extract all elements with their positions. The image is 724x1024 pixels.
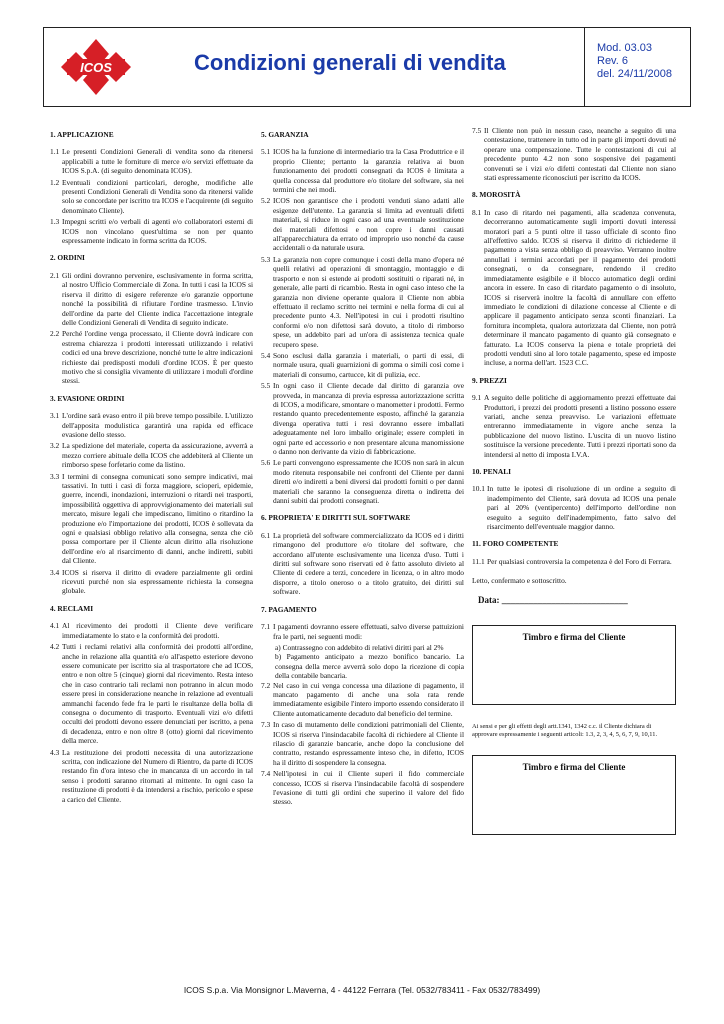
- item-number: 5.4: [261, 350, 271, 360]
- list-item: [261, 351, 464, 379]
- item-number: 2.2: [50, 329, 60, 339]
- list-item: [50, 147, 253, 175]
- item-text: Impegni scritti e/o verbali di agenti e/o collaboratori esterni di ICOS non vincolano quest'ultima se non per quanto espressamente indicato in forma scritta da ICOS.: [62, 217, 253, 246]
- item-number: 1.3: [50, 217, 60, 227]
- section-heading: 9. PREZZI: [472, 375, 507, 385]
- item-text: Al ricevimento dei prodotti il Cliente deve verificare immediatamente lo stato e la conformità dei prodotti.: [62, 621, 253, 640]
- item-number: 11.1: [472, 556, 485, 566]
- list-item: [50, 178, 253, 216]
- item-number: 4.2: [50, 642, 60, 652]
- section-prezzi: [472, 376, 676, 459]
- date-field[interactable]: Data: ____________________________: [478, 594, 628, 605]
- section-heading: 1. APPLICAZIONE: [50, 130, 114, 139]
- item-text: La spedizione del materiale, coperta da assicurazione, avverrà a mezzo corriere abituale della ICOS che addebiterà al Cliente un rimborso spese forfetario come da listino.: [62, 441, 253, 470]
- item-number: 3.3: [50, 471, 60, 481]
- column-1: [50, 126, 253, 812]
- item-number: 7.4: [261, 769, 271, 779]
- revision-date: del. 24/11/2008: [597, 68, 673, 80]
- item-number: 3.4: [50, 567, 60, 577]
- list-item: [472, 393, 676, 459]
- section-proprieta-software: [261, 513, 464, 596]
- item-number: 1.2: [50, 177, 60, 187]
- item-text: La proprietà del software commercializzato da ICOS ed i diritti rimangono del produttore e/o titolare del software, che accordano all'utente esclusivamente una licenza d'uso. Tutti i diritti sul software sono riservati ed è fatto assoluto divieto al Cliente di cedere a terzi, concedere in licenza, o in altro modo disporre, a titolo oneroso o a titolo gratuito, dei diritti sul software.: [273, 530, 464, 597]
- list-item: [261, 458, 464, 505]
- section-heading: 6. PROPRIETA' E DIRITTI SUL SOFTWARE: [261, 513, 411, 523]
- item-text: Nel caso in cui venga concessa una dilazione di pagamento, il mancato pagamento di anche una sola rata rende immediatamente esigibile l'intero importo essendo considerato il Cliente automaticamente decaduto dal beneficio del termine.: [273, 680, 464, 718]
- revision-box: [584, 28, 691, 106]
- section-pagamento-cont: [472, 126, 676, 182]
- list-item: [50, 621, 253, 640]
- list-item: [472, 208, 676, 368]
- item-number: 4.1: [50, 621, 60, 631]
- svg-text:ICOS: ICOS: [80, 60, 112, 75]
- item-number: 5.6: [261, 458, 271, 468]
- column-3: [472, 126, 676, 835]
- item-text: In tutte le ipotesi di risoluzione di un ordine a seguito di inadempimento del Cliente, sarà dovuta ad ICOS una penale pari al 20% (ventipercento) dell'importo dell'ordine non eseguito a seguito dell'inadempimento, fatto salvo del risarcimento dell'eventuale maggior danno.: [487, 484, 676, 532]
- list-item: [472, 557, 676, 566]
- section-ordini: [50, 253, 253, 385]
- item-number: 10.1: [472, 484, 485, 494]
- section-heading: 10. PENALI: [472, 467, 512, 476]
- item-number: 8.1: [472, 207, 482, 217]
- item-number: 5.3: [261, 254, 271, 264]
- section-heading: 8. MOROSITÀ: [472, 190, 521, 200]
- list-item: [261, 720, 464, 767]
- section-heading: 2. ORDINI: [50, 253, 85, 263]
- page-title: Condizioni generali di vendita: [194, 50, 506, 75]
- signature-box-2[interactable]: Timbro e firma del Cliente: [472, 755, 676, 835]
- item-text: ICOS ha la funzione di intermediario tra la Casa Produttrice e il proprio Cliente; pertanto la garanzia relativa ai buon funzionamento dei prodotti consegnati da ICOS è limitata a quella concessa dal produttore e/o titolare del software, sia nei termini che nei modi.: [273, 147, 464, 195]
- list-item: [50, 411, 253, 439]
- signature-box[interactable]: Timbro e firma del Cliente: [472, 625, 676, 705]
- item-text: Eventuali condizioni particolari, deroghe, modifiche alle presenti Condizioni Generali di Vendita sono da ritenersi valide solo se concordate per iscritto tra ICOS e l'acquirente (di seguito denominato Cliente).: [62, 177, 253, 215]
- list-item: [261, 531, 464, 597]
- item-number: 2.1: [50, 270, 60, 280]
- item-number: 5.2: [261, 196, 271, 206]
- list-item: [261, 147, 464, 194]
- column-2: [261, 126, 464, 815]
- payment-option-b: b) Pagamento anticipato a mezzo bonifico bancario. La consegna della merce avverrà solo dopo la ricezione di copia della contabile bancaria.: [275, 652, 464, 681]
- item-number: 5.1: [261, 147, 271, 157]
- item-number: 3.1: [50, 411, 60, 421]
- item-number: 9.1: [472, 393, 482, 403]
- section-garanzia: [261, 130, 464, 505]
- confirmation-text: Letto, confermato e sottoscritto.: [472, 576, 567, 586]
- item-text: Le presenti Condizioni Generali di vendita sono da ritenersi applicabili a tutte le forniture di merce e/o servizi effettuate da ICOS S.p.A. (di seguito denominata ICOS).: [62, 147, 253, 176]
- section-heading: 3. EVASIONE ORDINI: [50, 393, 125, 403]
- section-heading: 7. PAGAMENTO: [261, 604, 317, 614]
- list-item: [50, 271, 253, 327]
- list-item: [472, 484, 676, 531]
- list-item: [261, 255, 464, 349]
- legal-approval-text: Ai sensi e per gli effetti degli artt.1341, 1342 c.c. il Cliente dichiara di approvare espressamente i seguenti articoli: 1.3, 2, 3, 4, 5, 6, 7, 9, 10,11.: [472, 723, 658, 739]
- section-evasione-ordini: [50, 394, 253, 596]
- item-number: 7.3: [261, 720, 271, 730]
- list-item: [50, 217, 253, 245]
- section-applicazione: [50, 130, 253, 245]
- list-item: [261, 381, 464, 456]
- item-number: 5.5: [261, 381, 271, 391]
- section-foro: [472, 539, 676, 566]
- document-header: [43, 27, 691, 107]
- section-pagamento: [261, 605, 464, 807]
- list-item: [50, 441, 253, 469]
- list-item: [261, 769, 464, 807]
- item-text: Sono esclusi dalla garanzia i materiali, o parti di essi, di normale usura, quali guarnizioni di gomma o simili così come i materiali di consumo, cartucce, kit di pulizia, ecc.: [273, 350, 464, 379]
- item-text: Tutti i reclami relativi alla conformità dei prodotti all'ordine, anche in relazione alla quantità e/o all'aspetto esteriore devono essere comunicate per iscritto sia al trasportatore che ad ICOS, entro e non oltre 5 (cinque) giorni dal ricevimento. Resta inteso che in caso contrario tali reclami non potranno in alcun modo essere presi in considerazione neanche in relazione ad eventuali ammanchi facendo fede fra le parti le risultanze della bolla di consegna o documento di trasporto. Eventuali vizi e/o difetti occulti dei prodotti devono essere denunciati per iscritto, a pena di decadenza, entro e non oltre 8 (otto) giorni dal ricevimento della merce.: [62, 642, 253, 746]
- item-text: I pagamenti dovranno essere effettuati, salvo diverse pattuizioni fra le parti, nei seguenti modi:: [273, 622, 464, 641]
- section-heading: 5. GARANZIA: [261, 130, 309, 139]
- item-text: Le parti convengono espressamente che ICOS non sarà in alcun modo ritenuta responsabile nei confronti del Cliente per danni diretti e/o indiretti a beni diversi dai prodotti forniti o per danni materiali che saranno la conseguenza diretta o indiretta dei danni subiti dai prodotti consegnati.: [273, 458, 464, 506]
- list-item: [261, 196, 464, 252]
- module-number: Mod. 03.03: [597, 42, 653, 54]
- list-item: [50, 568, 253, 596]
- payment-option-a: a) Contrassegno con addebito di relativi diritti pari al 2%: [275, 642, 444, 652]
- item-text: In ogni caso il Cliente decade dal diritto di garanzia ove provveda, in mancanza di previa espressa autorizzazione scritta di ICOS, a modificare, smontare o manometter i prodotti. Fermo restando quanto precedentemente esposto, affinché la garanzia divenga operativa tutti i resi dovranno essere imballati adeguatamente nel loro imballo originale; essere completi in ogni parte ed accessorio e non presentare alcuna manomissione o danno non derivante da vizio di fabbricazione.: [273, 381, 464, 456]
- item-number: 7.2: [261, 680, 271, 690]
- item-text: Gli ordini dovranno pervenire, esclusivamente in forma scritta, al nostro Ufficio Commerciale di Zona. In tutti i casi la ICOS si riserva il diritto di esigere referenze e/o garanzie opportune nonché la possibilità di rifiutare l'ordine trasmesso. L'invio dell'ordine da parte del Cliente indica l'accettazione integrale delle Condizioni Generali di Vendita di seguito indicate.: [62, 270, 253, 327]
- item-text: In caso di mutamento delle condizioni patrimoniali del Cliente, ICOS si riserva l'insindacabile facoltà di richiedere al Cliente il rilascio di garanzie bancarie, anche dopo la conclusione del contratto, restando espressamente inteso che, in difetto, ICOS ha il diritto di sospendere la consegna.: [273, 720, 464, 767]
- icos-logo: [54, 38, 138, 96]
- item-number: 4.3: [50, 747, 60, 757]
- item-text: I termini di consegna comunicati sono sempre indicativi, mai tassativi. In tutti i casi di forza maggiore, scioperi, epidemie, guerre, incendi, inondazioni, interruzioni o ritardi nei trasporti, impossibilità oggettiva di approvvigionamento dei materiali sul mercato, misure legali che impediscano, limitino o ritardino la produzione e/o l'importazione dei prodotti, ICOS è sollevata da ogni e qualsiasi obbligo relativo alla consegna, senza che ciò possa comportare per il Cliente alcun diritto alla risoluzione dell'ordine e/o al risarcimento di danni, anche indiretti, subiti dal Cliente.: [62, 471, 253, 566]
- list-item: [50, 329, 253, 385]
- list-item: 7.1 I pagamenti dovranno essere effettuati, salvo diverse pattuizioni fra le parti, nei seguenti modi:: [261, 622, 464, 641]
- footer-address: ICOS S.p.a. Via Monsignor L.Maverna, 4 - 44122 Ferrara (Tel. 0532/783411 - Fax 0532/783499): [183, 985, 541, 995]
- item-text: In caso di ritardo nei pagamenti, alla scadenza convenuta, decorreranno automaticamente sugli importi dovuti interessi moratori pari a 5 punti oltre il tasso ufficiale di sconto fino all'effettivo saldo. ICOS si riserva il diritto di richiederne il pagamento a vista senza obbligo di preavviso. Verranno inoltre annullati i termini accordati per il pagamento dei prodotti consegnati, o da consegnare, rendendo il credito immediatamente esigibile e il blocco automatico degli ordini ancora in essere. In caso di ritardato pagamento o di insoluto, ICOS si riserverà inoltre la facoltà di annullare con effetto immediato le condizioni di dilazione concesse al Cliente e di applicare il pagamento anticipato senza sconti finanziari. La fornitura incompleta, qualora autorizzata dal Cliente, non potrà determinare il mancato pagamento di quanto già consegnato e fatturato. La ICOS conserva la piena e totale proprietà dei prodotti venduti sino al loro totale pagamento, spese ed imposte incluse, a norma dell'art. 1523 C.C.: [484, 207, 676, 368]
- item-text: A seguito delle politiche di aggiornamento prezzi effettuate dai Produttori, i prezzi dei prodotti presenti a listino possono essere variati, anche senza preavviso. Le variazioni effettuate entreranno immediatamente in vigore anche senza la pubblicazione del nuovo listino. L'uscita di un nuovo listino sostituisce la versione precedente. Tutti i prezzi riportati sono da intendersi al netto di imposta I.V.A.: [484, 393, 676, 459]
- list-item: [50, 748, 253, 804]
- section-penali: [472, 467, 676, 531]
- item-text: Nell'ipotesi in cui il Cliente superi il fido commerciale concesso, ICOS si riserva l'insindacabile facoltà di sospendere l'evasione di tutti gli ordini che superino il valore del fido stesso.: [273, 769, 464, 807]
- item-text: Perché l'ordine venga processato, il Cliente dovrà indicare con estrema chiarezza i prodotti interessati utilizzando i relativi codici ed una breve descrizione, nonché tutte le altre indicazioni richieste dai predisposti moduli d'ordine ICOS. È per questo motivo che si consiglia vivamente di utilizzare i moduli d'ordine stessi.: [62, 329, 253, 386]
- list-item: 7.5 Il Cliente non può in nessun caso, neanche a seguito di una contestazione, trattenere in tutto od in parte gli importi dovuti né operare una compensazione. Tutte le contestazioni di cui al precedente punto 4.2 non sono sospensive dei pagamenti convenuti se i vizi e/o difetti contestati dal Cliente non siano stati espressamente riconosciuti per iscritto da ICOS.: [472, 126, 676, 183]
- item-number: 6.1: [261, 530, 271, 540]
- section-morosita: [472, 190, 676, 367]
- item-text: La garanzia non copre comunque i costi della mano d'opera né quelli relativi ad operazioni di smontaggio, montaggio e di trasporto e non si estende ai prodotti sostituiti o riparati né, in generale, alle parti di ricambio. Resta in ogni caso inteso che la garanzia non diviene operante qualora il Cliente non abbia effettuato il reclamo scritto nei termini e nella forma di cui al precedente punto 4.3. Nell'ipotesi in cui i prodotti risultino conformi e/o non difettosi sarà dovuto, a titolo di rimborso spese, un addebito pari ad un'ora di assistenza tecnica quale recupero spese.: [273, 254, 464, 349]
- item-text: Per qualsiasi controversia la competenza è del Foro di Ferrara.: [487, 556, 672, 566]
- item-number: 1.1: [50, 147, 60, 157]
- revision-number: Rev. 6: [597, 55, 628, 67]
- item-text: L'ordine sarà evaso entro il più breve tempo possibile. L'utilizzo dell'apposita modulistica garantirà una rapida ed efficace evasione dello stesso.: [62, 411, 253, 439]
- list-item: [261, 681, 464, 719]
- list-item: [50, 642, 253, 745]
- section-heading: 11. FORO COMPETENTE: [472, 539, 559, 549]
- item-text: Il Cliente non può in nessun caso, neanche a seguito di una contestazione, trattenere in tutto od in parte gli importi dovuti né operare una compensazione. Tutte le contestazioni di cui al precedente punto 4.2 non sono sospensive dei pagamenti convenuti se i vizi e/o difetti contestati dal Cliente non siano stati espressamente riconosciuti per iscritto da ICOS.: [484, 126, 676, 183]
- item-text: La restituzione dei prodotti necessita di una autorizzazione scritta, con indicazione del Numero di Rientro, da parte di ICOS restando fin d'ora inteso che in mancanza di un accordo in tal senso i prodotti saranno ritornati al mittente. In ogni caso la restituzione di prodotti è da intendersi a rischio, pericolo e spese a carico del Cliente.: [62, 747, 253, 804]
- item-number: 3.2: [50, 441, 60, 451]
- list-item: [50, 472, 253, 566]
- section-reclami: [50, 604, 253, 804]
- item-text: ICOS si riserva il diritto di evadere parzialmente gli ordini ricevuti purché non sia espressamente richiesta la consegna globale.: [62, 567, 253, 596]
- section-heading: 4. RECLAMI: [50, 603, 94, 613]
- item-text: ICOS non garantisce che i prodotti venduti siano adatti alle esigenze dell'utente. La garanzia si limita ad eventuali difetti materiali, si riduce in ogni caso ad una eventuale sostituzione dei materiali difettosi e non copre i danni causati all'apparecchiatura da errato od improprio uso nonché da cause accidentali o da naturale usura.: [273, 196, 464, 253]
